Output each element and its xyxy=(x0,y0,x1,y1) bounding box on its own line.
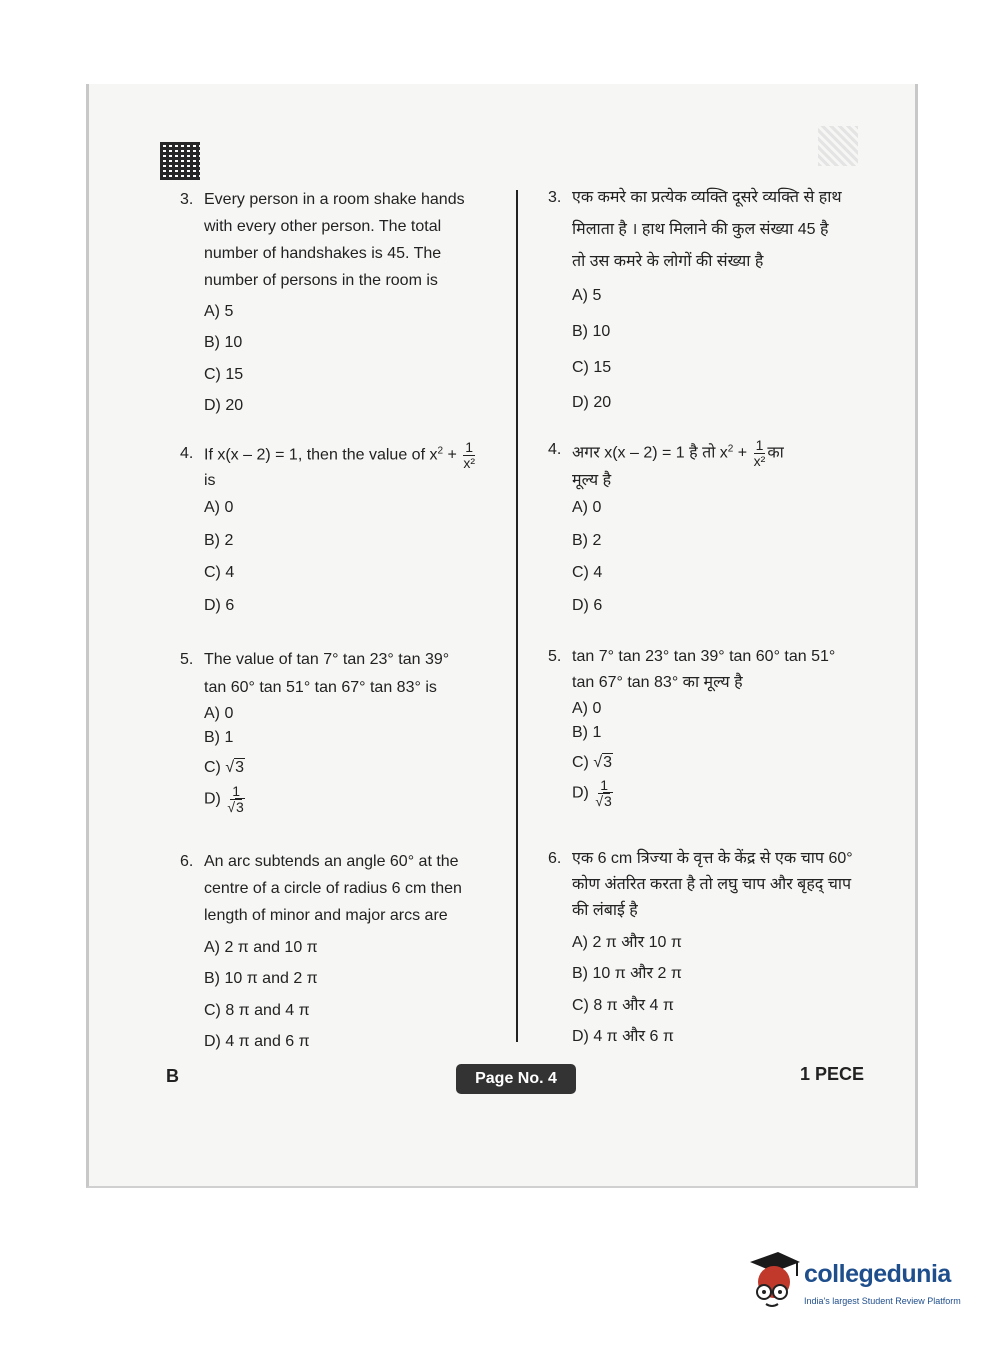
question-line: length of minor and major arcs are xyxy=(204,907,448,924)
sqrt-expression: √3 xyxy=(593,754,613,771)
option-c: C) 15 xyxy=(204,366,244,383)
bleed-through-qr-icon xyxy=(818,126,858,166)
option-c xyxy=(572,750,613,776)
exponent: 2 xyxy=(437,445,444,457)
question-number: 5. xyxy=(548,648,562,665)
option-b: B) 10 xyxy=(204,334,243,351)
option-d xyxy=(204,784,247,815)
question-text xyxy=(204,440,498,491)
option-b: B) 10 xyxy=(572,323,611,340)
question-text-end: मूल्य है xyxy=(572,472,612,489)
logo-name: collegedunia xyxy=(804,1260,951,1288)
question-6-en xyxy=(180,848,498,1050)
question-line: की लंबाई है xyxy=(572,902,638,919)
question-line: An arc subtends an angle 60° at the xyxy=(204,853,459,870)
option-d: D) 6 xyxy=(572,597,603,614)
option-d xyxy=(572,778,615,809)
question-line: with every other person. The total xyxy=(204,218,442,235)
fraction-denominator: x² xyxy=(463,455,475,471)
option-c xyxy=(204,754,245,781)
fraction-denominator: x² xyxy=(753,453,766,469)
option-label: C) xyxy=(204,759,221,776)
question-line: number of handshakes is 45. The xyxy=(204,245,442,262)
option-b: B) 10 π and 2 π xyxy=(204,970,318,987)
plus-sign: + xyxy=(733,444,752,462)
question-4-en xyxy=(180,439,498,614)
question-line: tan 60° tan 51° tan 67° tan 83° is xyxy=(204,679,437,696)
option-label: D) xyxy=(572,784,589,802)
question-text xyxy=(572,182,863,278)
question-line: tan 67° tan 83° का मूल्य है xyxy=(572,674,743,691)
question-line: एक 6 cm त्रिज्या के वृत्त के केंद्र से एक चाप 60° xyxy=(572,850,853,867)
radicand: 3 xyxy=(236,799,244,815)
sqrt-expression: √3 xyxy=(225,759,245,776)
option-a: A) 2 π and 10 π xyxy=(204,939,318,956)
question-line: number of persons in the room is xyxy=(204,272,438,289)
option-b: B) 2 xyxy=(572,532,602,549)
option-b: B) 10 π और 2 π xyxy=(572,965,682,982)
question-line: मिलाता है । हाथ मिलाने की कुल संख्या 45 है xyxy=(572,221,829,238)
option-a: A) 0 xyxy=(204,705,234,722)
question-text xyxy=(572,644,863,696)
fraction-numerator: 1 xyxy=(755,437,764,453)
option-c: C) 4 xyxy=(572,564,603,581)
collegedunia-logo xyxy=(744,1250,974,1320)
option-d: D) 20 xyxy=(204,397,244,414)
fraction xyxy=(754,438,766,469)
question-text xyxy=(572,438,863,493)
mascot-icon xyxy=(744,1250,802,1310)
option-d: D) 4 π and 6 π xyxy=(204,1033,310,1050)
question-line: एक कमरे का प्रत्येक व्यक्ति दूसरे व्यक्ति से हाथ xyxy=(572,189,842,206)
question-text-mid: का xyxy=(767,444,784,462)
question-number: 4. xyxy=(180,445,194,462)
question-5-en xyxy=(180,646,498,815)
option-c: C) 4 xyxy=(204,564,235,581)
question-4-hi xyxy=(548,437,863,614)
question-text xyxy=(204,646,498,702)
question-5-hi xyxy=(548,644,863,809)
question-text xyxy=(204,848,498,929)
question-number: 4. xyxy=(548,441,562,458)
exponent: 2 xyxy=(727,443,734,455)
radicand: 3 xyxy=(604,793,612,809)
question-line: centre of a circle of radius 6 cm then xyxy=(204,880,462,897)
question-number: 6. xyxy=(548,850,562,867)
question-line: Every person in a room shake hands xyxy=(204,191,465,208)
question-line: तो उस कमरे के लोगों की संख्या है xyxy=(572,253,764,270)
option-b: B) 2 xyxy=(204,532,234,549)
option-a: A) 0 xyxy=(572,499,602,516)
page-number-badge: Page No. 4 xyxy=(456,1064,576,1094)
option-d: D) 4 π और 6 π xyxy=(572,1028,674,1045)
question-text xyxy=(572,846,863,924)
option-label: D) xyxy=(204,790,221,808)
qr-code-icon xyxy=(160,142,200,180)
fraction-numerator: 1 xyxy=(232,783,240,799)
option-c: C) 8 π and 4 π xyxy=(204,1002,310,1019)
option-b: B) 1 xyxy=(572,724,602,741)
question-line: The value of tan 7° tan 23° tan 39° xyxy=(204,651,450,668)
option-c: C) 8 π और 4 π xyxy=(572,997,674,1014)
option-d: D) 6 xyxy=(204,597,235,614)
question-number: 3. xyxy=(180,191,194,208)
fraction-numerator: 1 xyxy=(600,777,608,793)
question-line: tan 7° tan 23° tan 39° tan 60° tan 51° xyxy=(572,648,836,665)
question-3-en xyxy=(180,186,498,414)
option-a: A) 0 xyxy=(204,499,234,516)
question-number: 6. xyxy=(180,853,194,870)
question-number: 5. xyxy=(180,651,194,668)
question-text-start: If x(x – 2) = 1, then the value of x xyxy=(204,446,438,464)
logo-tagline: India's largest Student Review Platform xyxy=(804,1296,961,1306)
option-c: C) 15 xyxy=(572,359,612,376)
option-b: B) 1 xyxy=(204,729,234,746)
option-label: C) xyxy=(572,754,589,771)
question-text-start: अगर x(x – 2) = 1 है तो x xyxy=(572,444,728,462)
radicand: 3 xyxy=(235,759,245,776)
option-a: A) 5 xyxy=(572,287,602,304)
plus-sign: + xyxy=(443,446,462,464)
question-text xyxy=(204,186,498,294)
radicand: 3 xyxy=(603,754,613,771)
option-a: A) 5 xyxy=(204,303,234,320)
sqrt-expression: √3 xyxy=(227,799,244,815)
question-text-end: is xyxy=(204,472,216,489)
option-a: A) 2 π और 10 π xyxy=(572,934,682,951)
fraction xyxy=(595,778,612,809)
option-a: A) 0 xyxy=(572,700,602,717)
option-d: D) 20 xyxy=(572,394,612,411)
exam-code: 1 PECE xyxy=(800,1064,865,1084)
fraction xyxy=(227,784,244,815)
column-divider xyxy=(516,190,518,1042)
question-line: कोण अंतरित करता है तो लघु चाप और बृहद् चाप xyxy=(572,876,852,893)
question-6-hi xyxy=(548,846,863,1045)
fraction xyxy=(463,440,475,471)
question-number: 3. xyxy=(548,189,562,206)
question-3-hi xyxy=(548,182,863,411)
fraction-numerator: 1 xyxy=(465,439,474,455)
sqrt-expression: √3 xyxy=(595,793,612,809)
series-code: B xyxy=(166,1066,179,1086)
